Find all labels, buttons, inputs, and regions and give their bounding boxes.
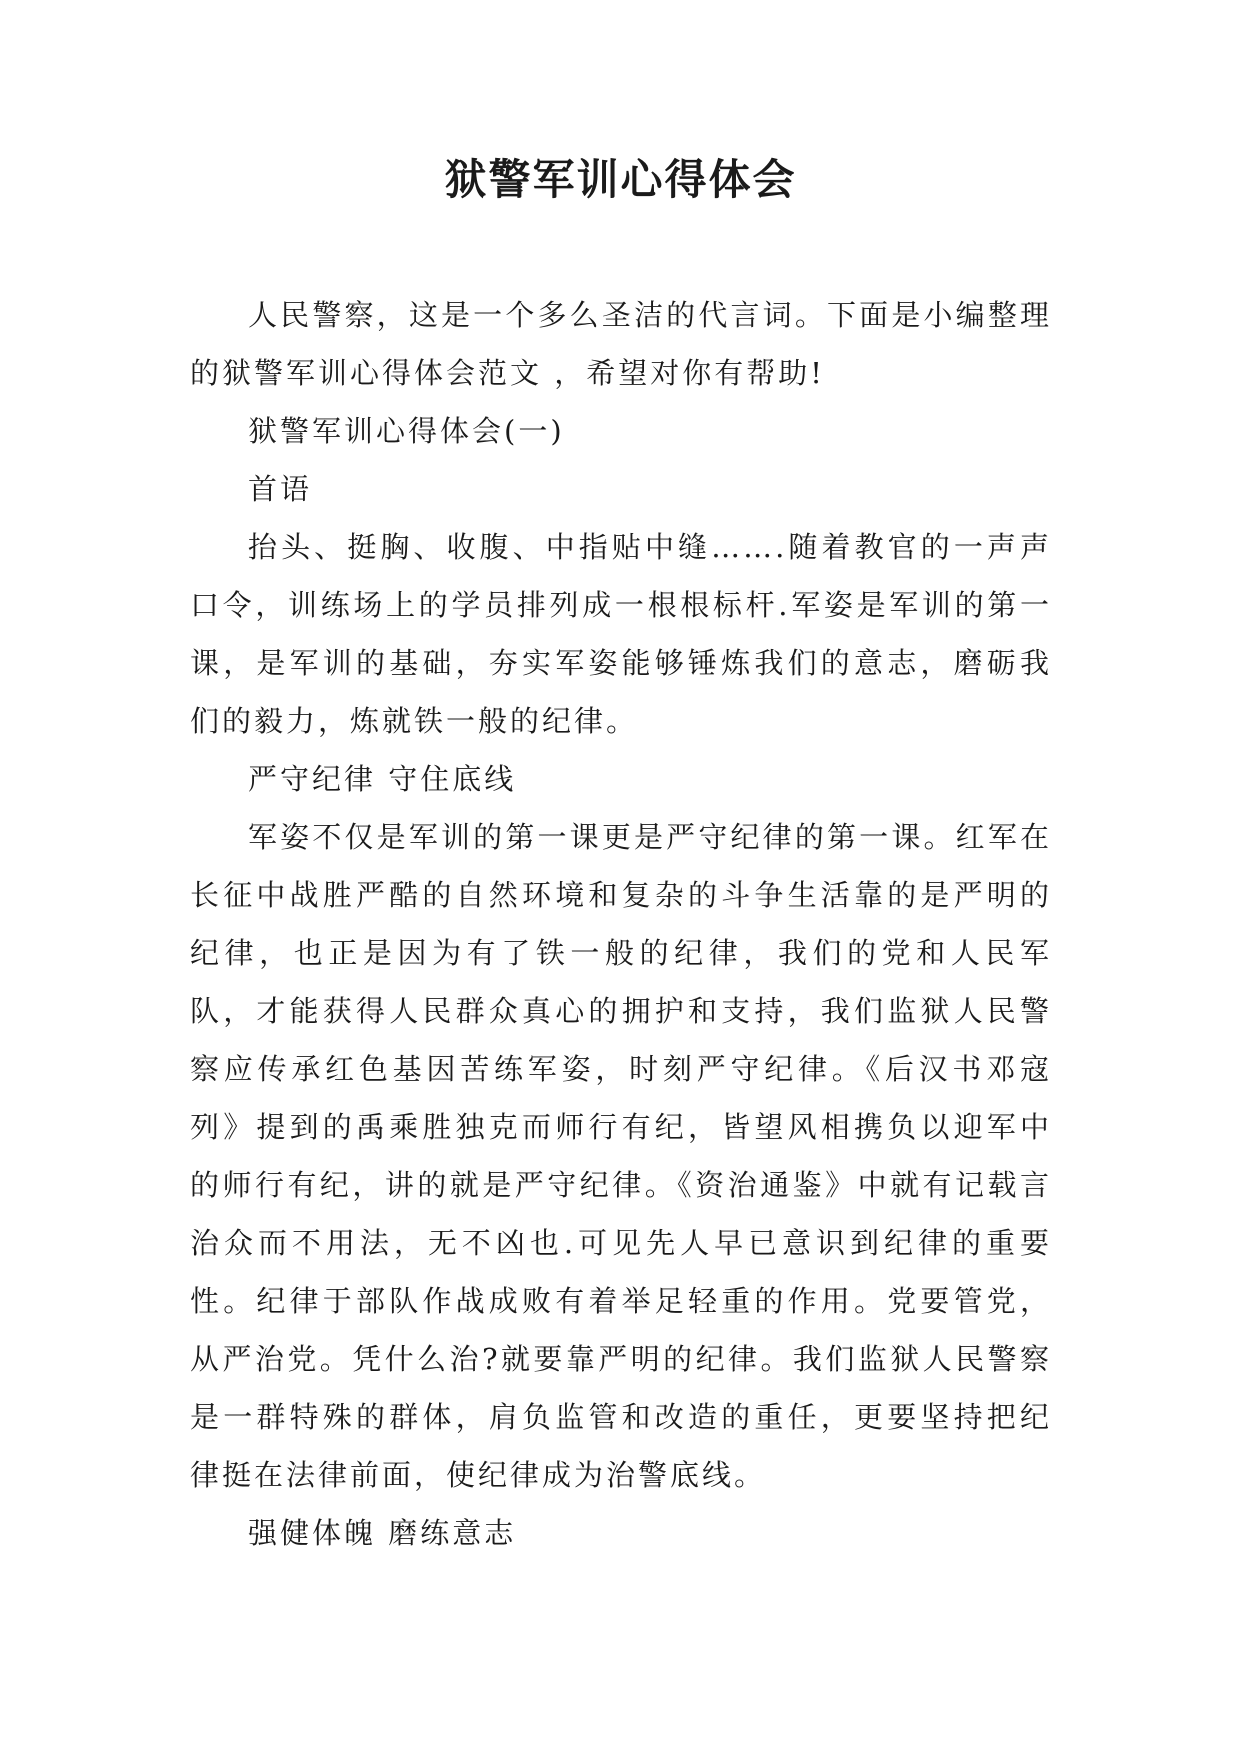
document-title: 狱警军训心得体会 bbox=[444, 155, 797, 204]
document-body bbox=[190, 286, 1052, 1562]
body-paragraph: 军姿不仅是军训的第一课更是严守纪律的第一课。红军在长征中战胜严酷的自然环境和复杂的斗争生活靠的是严明的纪律，也正是因为有了铁一般的纪律，我们的党和人民军队，才能获得人民群众真心的拥护和支持，我们监狱人民警察应传承红色基因苦练军姿，时刻严守纪律。《后汉书邓寇列》提到的禹乘胜独克而师行有纪，皆望风相携负以迎军中的师行有纪，讲的就是严守纪律。《资治通鉴》中就有记载言治众而不用法，无不凶也.可见先人早已意识到纪律的重要性。纪律于部队作战成败有着举足轻重的作用。党要管党，从严治党。凭什么治?就要靠严明的纪律。我们监狱人民警察是一群特殊的群体，肩负监管和改造的重任，更要坚持把纪律挺在法律前面，使纪律成为治警底线。 bbox=[190, 820, 1052, 1492]
subheading-physique: 强健体魄 磨练意志 bbox=[248, 1516, 517, 1550]
body-paragraph: 抬头、挺胸、收腹、中指贴中缝…….随着教官的一声声口令，训练场上的学员排列成一根根标杆.军姿是军训的第一课，是军训的基础，夯实军姿能够锤炼我们的意志，磨砺我们的毅力，炼就铁一般的纪律。 bbox=[190, 530, 1052, 738]
subheading-preface: 首语 bbox=[248, 472, 313, 506]
section-heading: 狱警军训心得体会(一) bbox=[248, 414, 565, 448]
intro-paragraph: 人民警察，这是一个多么圣洁的代言词。下面是小编整理的狱警军训心得体会范文 ，希望对你有帮助! bbox=[190, 298, 1052, 390]
subheading-discipline: 严守纪律 守住底线 bbox=[248, 762, 517, 796]
